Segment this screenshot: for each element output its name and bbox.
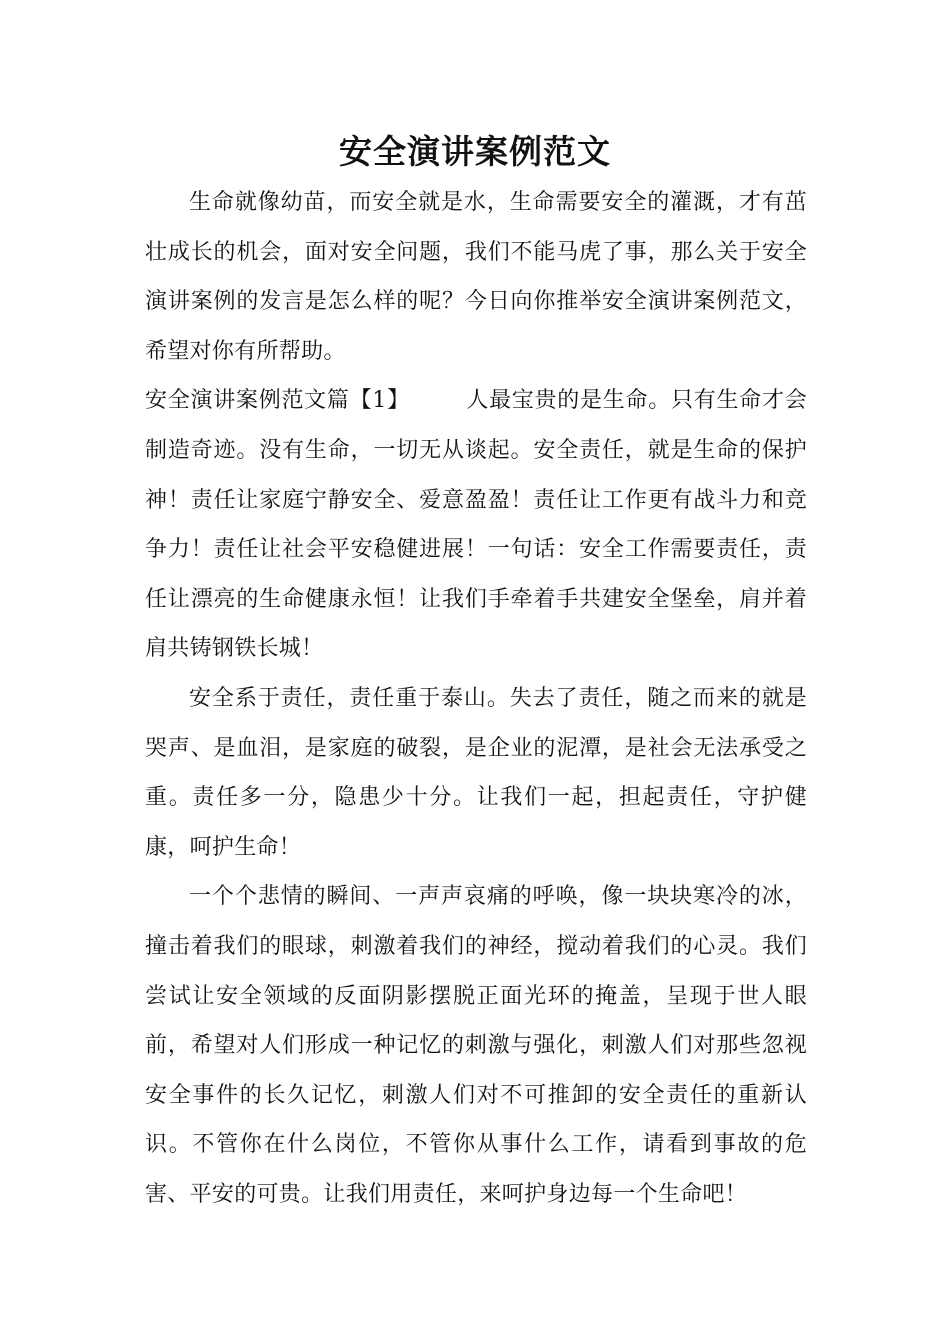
- section1-paragraph-2: 安全系于责任，责任重于泰山。失去了责任，随之而来的就是哭声、是血泪，是家庭的破裂，是企业的泥潭，是社会无法承受之重。责任多一分，隐患少十分。让我们一起，担起责任，守护健康，呵护生命！: [145, 685, 807, 860]
- intro-paragraph: 生命就像幼苗，而安全就是水，生命需要安全的灌溉，才有茁壮成长的机会，面对安全问题，我们不能马虎了事，那么关于安全演讲案例的发言是怎么样的呢？今日向你推举安全演讲案例范文，希望对你有所帮助。: [145, 190, 807, 364]
- section1-paragraph-3: 一个个悲情的瞬间、一声声哀痛的呼唤，像一块块寒冷的冰，撞击着我们的眼球，刺激着我们的神经，搅动着我们的心灵。我们尝试让安全领域的反面阴影摆脱正面光环的掩盖，呈现于世人眼前，希望对人们形成一种记忆的刺激与强化，刺激人们对那些忽视安全事件的长久记忆，刺激人们对不可推卸的安全责任的重新认识。不管你在什么岗位，不管你从事什么工作，请看到事故的危害、平安的可贵。让我们用责任，来呵护身边每一个生命吧！: [145, 884, 807, 1207]
- section1-first-paragraph: [145, 376, 807, 674]
- document-title: 安全演讲案例范文: [339, 132, 611, 171]
- document-body: [145, 178, 807, 1219]
- section-heading: 安全演讲案例范文篇【1】: [145, 388, 410, 414]
- section1-paragraph-1: 人最宝贵的是生命。只有生命才会制造奇迹。没有生命，一切无从谈起。安全责任，就是生命的保护神！责任让家庭宁静安全、爱意盈盈！责任让工作更有战斗力和竞争力！责任让社会平安稳健进展！一句话：安全工作需要责任，责任让漂亮的生命健康永恒！让我们手牵着手共建安全堡垒，肩并着肩共铸钢铁长城！: [145, 388, 807, 662]
